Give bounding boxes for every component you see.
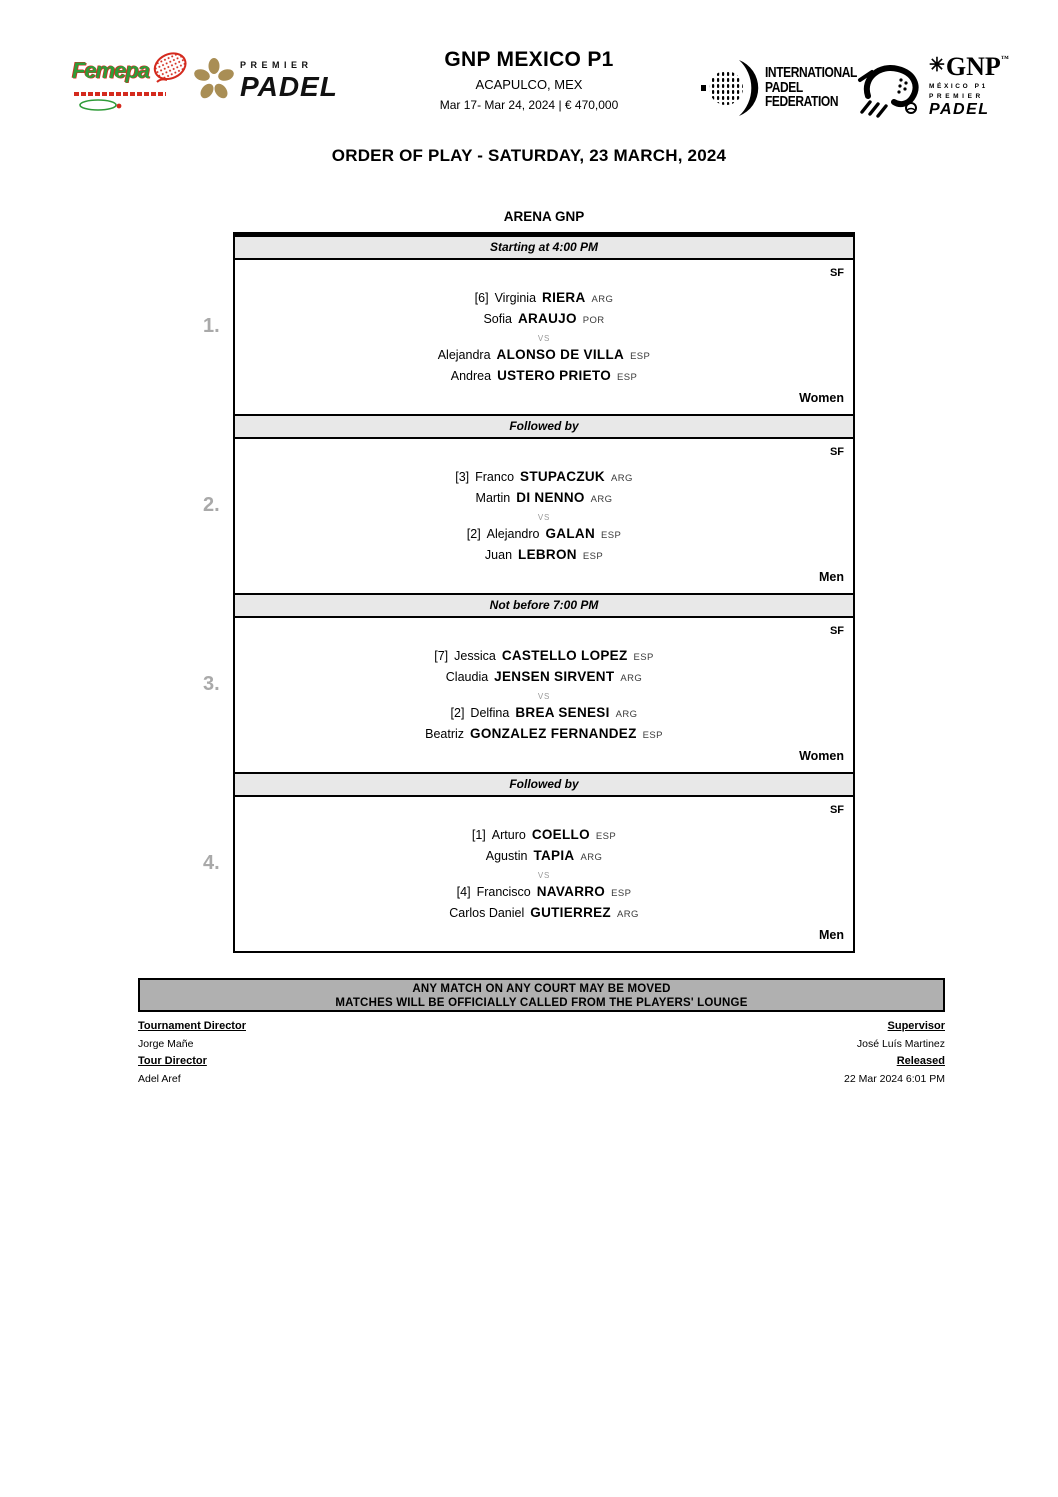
tournament-dates-prize: Mar 17- Mar 24, 2024 | € 470,000 xyxy=(439,98,619,112)
vs-label: VS xyxy=(537,871,551,880)
player-first-name: Juan xyxy=(484,548,513,562)
session-header-1 xyxy=(235,237,853,260)
player-line xyxy=(235,547,853,568)
session-label: Followed by xyxy=(509,777,579,791)
tournament-director-name: Jorge Mañe xyxy=(138,1038,194,1050)
session-header-2 xyxy=(235,414,853,439)
player-first-name: Alejandra xyxy=(437,348,491,362)
officials-right-column xyxy=(844,1020,945,1090)
player-first-name: Jessica xyxy=(454,649,496,663)
tournament-director-label: Tournament Director xyxy=(138,1020,246,1032)
round-label: SF xyxy=(829,446,844,458)
gnp-premier-label: PREMIER xyxy=(929,92,984,100)
player-country: ESP xyxy=(611,888,632,899)
match-slot-3 xyxy=(203,618,853,772)
player-first-name: Andrea xyxy=(450,369,492,383)
femepa-swoosh-icon xyxy=(72,97,132,113)
player-seed: [2] xyxy=(450,706,465,720)
round-label: SF xyxy=(829,625,844,637)
session-label: Not before 7:00 PM xyxy=(489,598,599,612)
player-country: ESP xyxy=(595,831,617,842)
player-seed: [1] xyxy=(471,828,486,842)
player-line xyxy=(235,669,853,690)
session-label: Followed by xyxy=(509,419,579,433)
player-country: ESP xyxy=(617,372,638,383)
player-country: ARG xyxy=(620,673,643,684)
player-country: ESP xyxy=(601,530,622,541)
vs-label: VS xyxy=(537,513,551,522)
player-first-name: Arturo xyxy=(491,828,526,842)
gnp-racket-swoosh-icon xyxy=(854,50,926,122)
tournament-info xyxy=(369,48,689,112)
ipf-line2: PADEL xyxy=(765,78,803,96)
player-country: ESP xyxy=(630,351,651,362)
match-players xyxy=(235,827,853,926)
session-header-3 xyxy=(235,593,853,618)
player-last-name: ALONSO DE VILLA xyxy=(496,347,625,362)
gnp-name: GNP xyxy=(945,52,1001,81)
round-label: SF xyxy=(829,267,844,279)
released-datetime: 22 Mar 2024 6:01 PM xyxy=(844,1073,945,1085)
schedule-box xyxy=(203,232,855,953)
category-label: Men xyxy=(819,570,844,584)
player-country: ESP xyxy=(582,551,604,562)
player-last-name: TAPIA xyxy=(533,848,575,863)
player-first-name: Francisco xyxy=(476,885,531,899)
player-last-name: GONZALEZ FERNANDEZ xyxy=(470,726,637,741)
session-header-4 xyxy=(235,772,853,797)
match-number: 1. xyxy=(203,315,220,337)
match-players xyxy=(235,469,853,568)
category-label: Women xyxy=(799,749,844,763)
player-line xyxy=(235,368,853,389)
match-slot-4 xyxy=(203,797,853,951)
tournament-title: GNP MEXICO P1 xyxy=(444,48,614,71)
player-line xyxy=(235,648,853,669)
supervisor-label: Supervisor xyxy=(887,1020,945,1032)
gnp-trademark: ™ xyxy=(1000,54,1009,63)
player-first-name: Martin xyxy=(475,491,511,505)
player-last-name: NAVARRO xyxy=(536,884,606,899)
gnp-padel-label: PADEL xyxy=(929,101,990,118)
player-country: ARG xyxy=(580,852,603,863)
notice-box xyxy=(138,978,945,1012)
player-last-name: GALAN xyxy=(545,526,595,541)
player-line xyxy=(235,827,853,848)
player-country: ARG xyxy=(615,709,638,720)
player-country: ARG xyxy=(590,494,613,505)
premier-padel-flower-icon xyxy=(194,58,234,104)
gnp-wordmark xyxy=(929,54,1009,118)
supervisor-name: José Luís Martinez xyxy=(856,1038,945,1050)
player-seed: [6] xyxy=(474,291,489,305)
player-country: ESP xyxy=(633,652,654,663)
player-last-name: GUTIERREZ xyxy=(530,905,611,920)
player-line xyxy=(235,726,853,747)
player-last-name: STUPACZUK xyxy=(520,469,605,484)
tour-director-name: Adel Aref xyxy=(138,1073,181,1085)
player-line xyxy=(235,526,853,547)
tournament-location: ACAPULCO, MEX xyxy=(475,77,583,92)
gnp-premier-padel-logo xyxy=(854,50,1009,122)
match-number: 3. xyxy=(203,673,220,695)
ipf-wordmark xyxy=(765,66,857,110)
player-last-name: ARAUJO xyxy=(517,311,577,326)
player-first-name: Franco xyxy=(475,470,515,484)
player-seed: [7] xyxy=(434,649,449,663)
match-slot-2 xyxy=(203,439,853,593)
officials-section xyxy=(138,1020,945,1090)
player-line xyxy=(235,469,853,490)
round-label: SF xyxy=(829,804,844,816)
ipf-line3: FEDERATION xyxy=(765,93,839,111)
player-country: ARG xyxy=(591,294,614,305)
player-first-name: Virginia xyxy=(494,291,537,305)
player-last-name: DI NENNO xyxy=(516,490,585,505)
player-first-name: Claudia xyxy=(445,670,489,684)
player-seed: [2] xyxy=(466,527,481,541)
player-last-name: USTERO PRIETO xyxy=(497,368,611,383)
category-label: Women xyxy=(799,391,844,405)
player-first-name: Alejandro xyxy=(486,527,540,541)
premier-padel-premier-label: PREMIER xyxy=(240,60,313,70)
released-label: Released xyxy=(896,1055,945,1067)
match-number: 2. xyxy=(203,494,220,516)
player-first-name: Sofia xyxy=(483,312,512,326)
page-title: ORDER OF PLAY - SATURDAY, 23 MARCH, 2024 xyxy=(331,146,727,165)
player-seed: [3] xyxy=(455,470,470,484)
player-line xyxy=(235,705,853,726)
player-last-name: COELLO xyxy=(531,827,590,842)
officials-left-column xyxy=(138,1020,246,1090)
player-last-name: RIERA xyxy=(542,290,586,305)
player-line xyxy=(235,905,853,926)
vs-label: VS xyxy=(537,334,551,343)
player-last-name: BREA SENESI xyxy=(515,705,610,720)
notice-line-1: ANY MATCH ON ANY COURT MAY BE MOVED xyxy=(412,983,671,995)
vs-label: VS xyxy=(537,692,551,701)
player-last-name: JENSEN SIRVENT xyxy=(494,669,615,684)
match-players xyxy=(235,648,853,747)
match-players xyxy=(235,290,853,389)
category-label: Men xyxy=(819,928,844,942)
tour-director-label: Tour Director xyxy=(138,1055,207,1067)
player-country: ARG xyxy=(610,473,633,484)
gnp-flower-icon: ✳ xyxy=(929,55,945,76)
player-seed: [4] xyxy=(456,885,471,899)
femepa-logo xyxy=(72,52,212,118)
player-country: ESP xyxy=(642,730,663,741)
premier-padel-padel-label: PADEL xyxy=(240,71,338,102)
gnp-mexico-p1-label: MÉXICO P1 xyxy=(929,83,988,90)
player-country: ARG xyxy=(616,909,639,920)
player-last-name: CASTELLO LOPEZ xyxy=(501,648,628,663)
session-label: Starting at 4:00 PM xyxy=(489,240,599,254)
player-first-name: Delfina xyxy=(470,706,510,720)
femepa-tagline xyxy=(74,92,166,96)
court-name: ARENA GNP xyxy=(503,209,585,224)
player-line xyxy=(235,848,853,869)
premier-padel-logo xyxy=(194,58,338,104)
match-number: 4. xyxy=(203,852,220,874)
player-line xyxy=(235,490,853,511)
player-last-name: LEBRON xyxy=(518,547,577,562)
femepa-wordmark: Femepa xyxy=(72,58,150,83)
player-line xyxy=(235,290,853,311)
player-line xyxy=(235,311,853,332)
match-slot-1 xyxy=(203,260,853,414)
femepa-racket-icon xyxy=(151,52,191,90)
notice-line-2: MATCHES WILL BE OFFICIALLY CALLED FROM THE PLAYERS' LOUNGE xyxy=(335,997,748,1009)
player-first-name: Beatriz xyxy=(425,727,465,741)
player-first-name: Agustin xyxy=(485,849,528,863)
ipf-ball-icon xyxy=(701,53,761,123)
player-line xyxy=(235,347,853,368)
player-line xyxy=(235,884,853,905)
ipf-line1: INTERNATIONAL xyxy=(765,64,857,82)
player-country: POR xyxy=(582,315,605,326)
player-first-name: Carlos Daniel xyxy=(449,906,525,920)
